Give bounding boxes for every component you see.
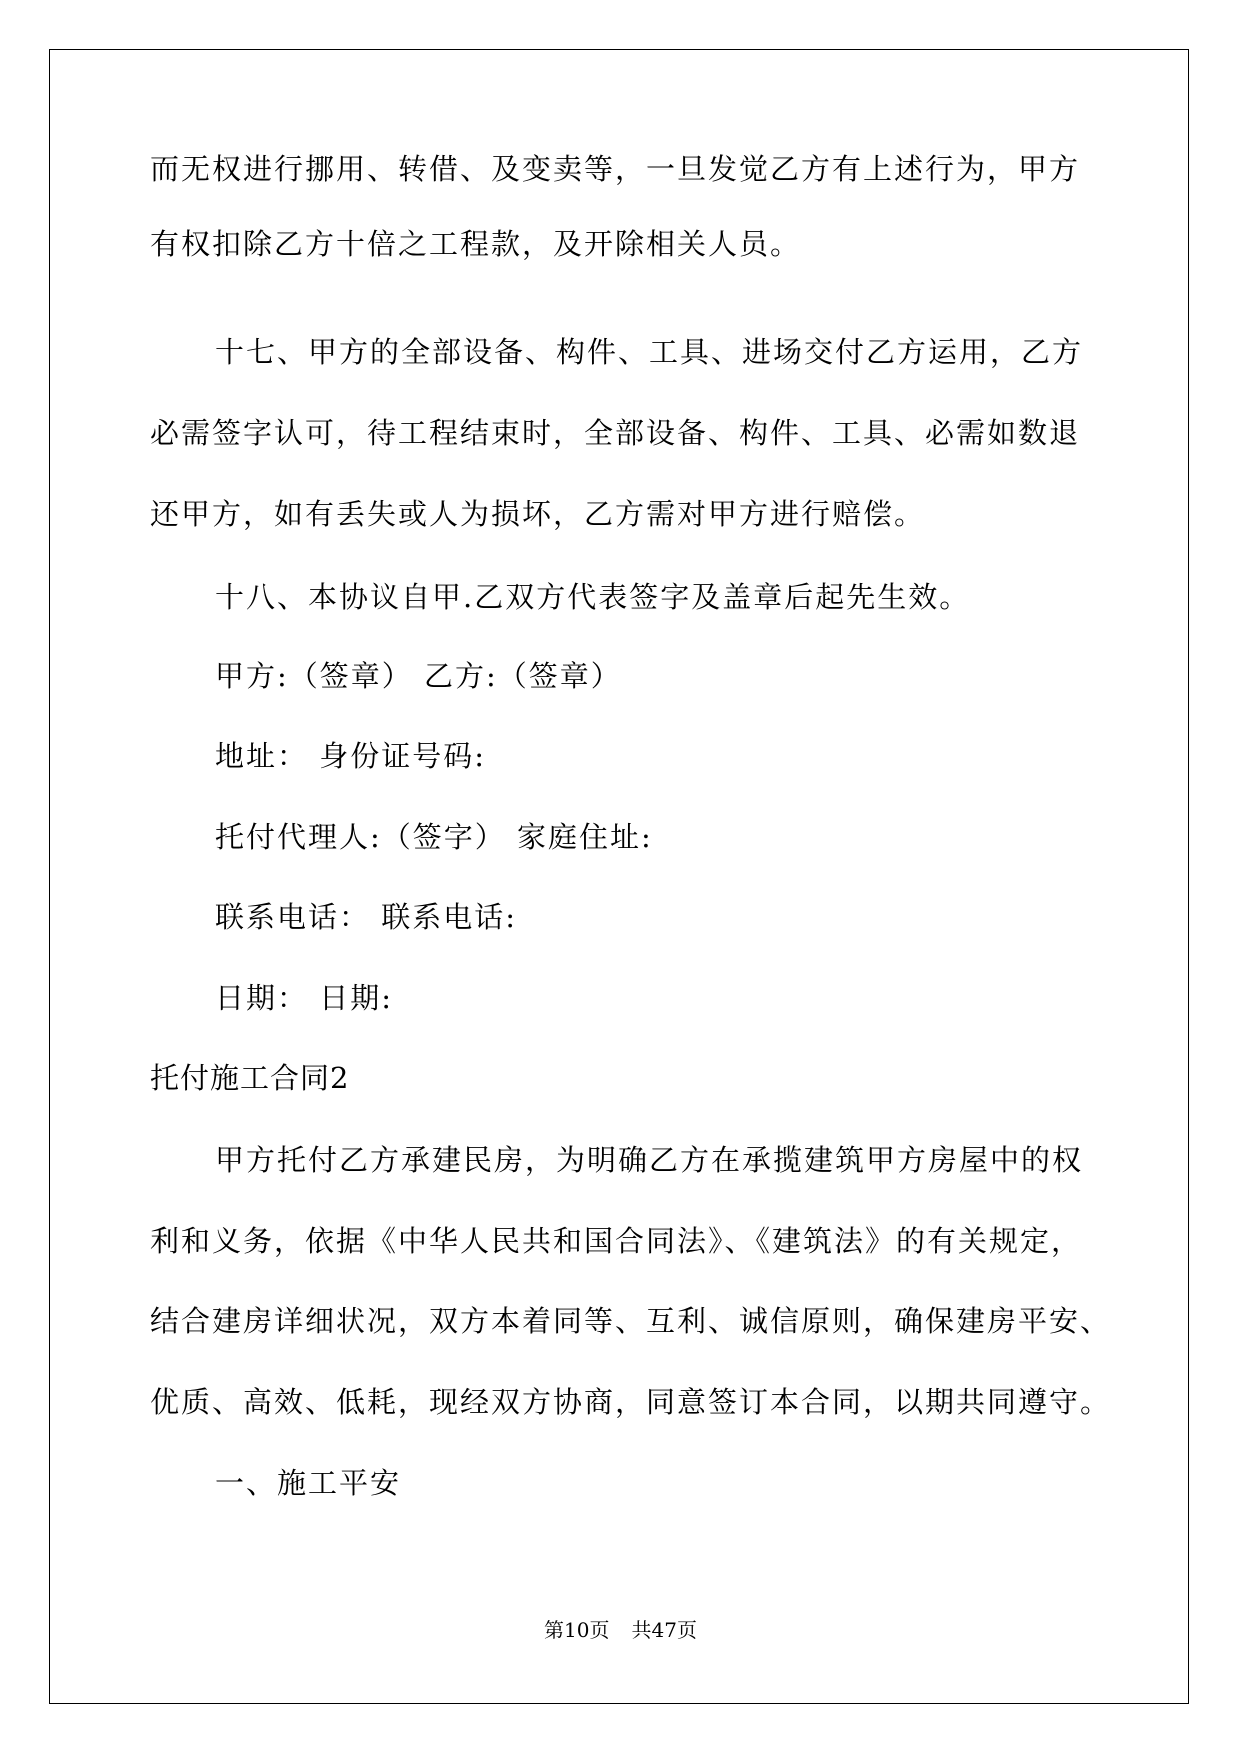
paragraph-line: 利和义务，依据《中华人民共和国合同法》、《建筑法》的有关规定， bbox=[150, 1224, 1083, 1258]
paragraph-line: 必需签字认可，待工程结束时，全部设备、构件、工具、必需如数退 bbox=[150, 416, 1081, 450]
page-border bbox=[49, 49, 1189, 1704]
total-pages: 共47页 bbox=[631, 1618, 697, 1642]
signature-line: 甲方:（签章） 乙方:（签章） bbox=[215, 659, 622, 693]
address-line: 地址： 身份证号码: bbox=[215, 739, 486, 773]
page-footer bbox=[0, 1620, 1241, 1640]
subsection-heading: 一、施工平安 bbox=[215, 1466, 402, 1500]
date-line: 日期： 日期: bbox=[215, 981, 393, 1015]
paragraph-line: 优质、高效、低耗，现经双方协商，同意签订本合同，以期共同遵守。 bbox=[150, 1385, 1112, 1419]
agent-line: 托付代理人:（签字） 家庭住址: bbox=[215, 820, 653, 854]
paragraph-line: 结合建房详细状况，双方本着同等、互利、诚信原则，确保建房平安、 bbox=[150, 1304, 1112, 1338]
paragraph-line: 有权扣除乙方十倍之工程款，及开除相关人员。 bbox=[150, 227, 802, 261]
clause-17-line: 十七、甲方的全部设备、构件、工具、进场交付乙方运用，乙方 bbox=[215, 335, 1084, 369]
clause-18-line: 十八、本协议自甲.乙双方代表签字及盖章后起先生效。 bbox=[215, 580, 971, 614]
paragraph-line: 还甲方，如有丢失或人为损坏，乙方需对甲方进行赔偿。 bbox=[150, 497, 926, 531]
page-number: 第10页 bbox=[544, 1618, 610, 1642]
section-heading: 托付施工合同2 bbox=[150, 1061, 350, 1095]
phone-line: 联系电话： 联系电话: bbox=[215, 900, 517, 934]
paragraph-line: 甲方托付乙方承建民房，为明确乙方在承揽建筑甲方房屋中的权 bbox=[215, 1143, 1084, 1177]
paragraph-line: 而无权进行挪用、转借、及变卖等，一旦发觉乙方有上述行为，甲方 bbox=[150, 152, 1081, 186]
